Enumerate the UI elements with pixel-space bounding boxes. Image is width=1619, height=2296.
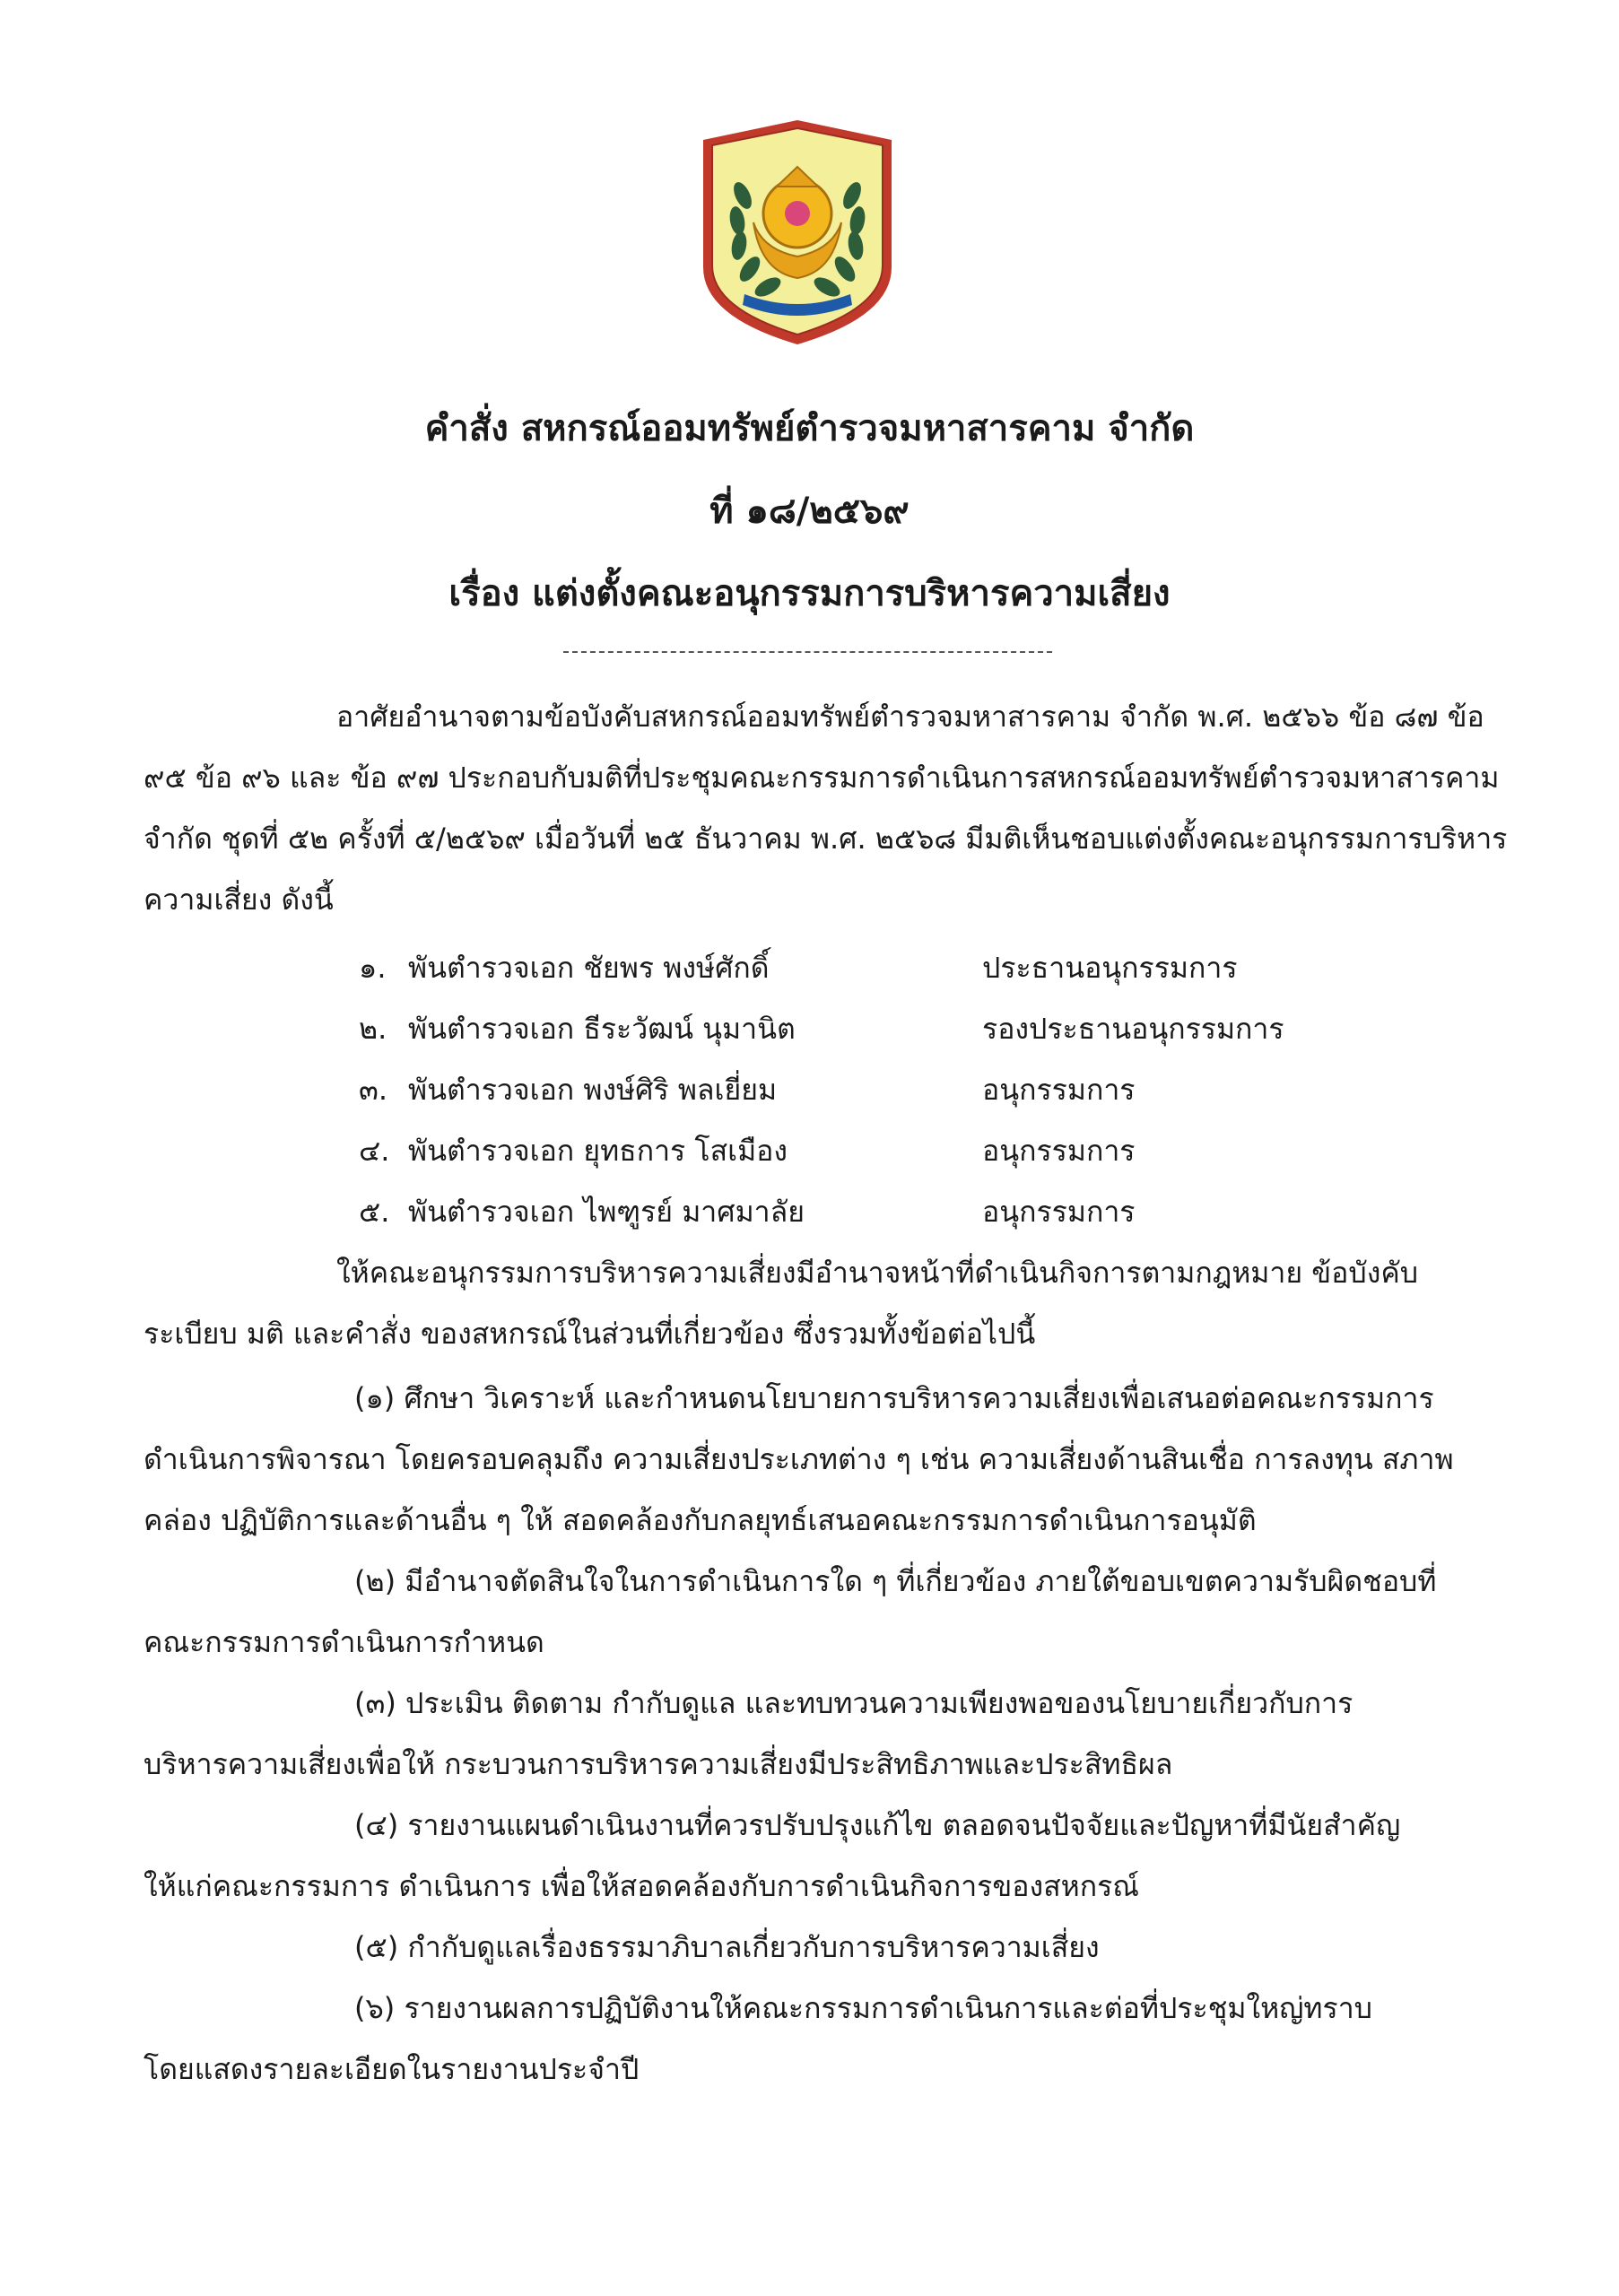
mandate-line: ระเบียบ มติ และคำสั่ง ของสหกรณ์ในส่วนที่เกี่ยวข้อง ซึ่งรวมทั้งข้อต่อไปนี้: [144, 1317, 1036, 1351]
member-row: [0, 998, 1619, 1059]
member-role: อนุกรรมการ: [982, 1134, 1136, 1168]
order-title: คำสั่ง สหกรณ์ออมทรัพย์ตำรวจมหาสารคาม จำกัด: [424, 408, 1195, 449]
member-number: ๒.: [359, 1012, 387, 1046]
duty-line: (๖) รายงานผลการปฏิบัติงานให้คณะกรรมการดำเนินการและต่อที่ประชุมใหญ่ทราบ: [354, 1991, 1372, 2025]
member-role: ประธานอนุกรรมการ: [982, 951, 1238, 985]
intro-line: อาศัยอำนาจตามข้อบังคับสหกรณ์ออมทรัพย์ตำรวจมหาสารคาม จำกัด พ.ศ. ๒๕๖๖ ข้อ ๘๗ ข้อ: [336, 700, 1484, 734]
duty-line: (๕) กำกับดูแลเรื่องธรรมาภิบาลเกี่ยวกับการบริหารความเสี่ยง: [354, 1930, 1100, 1964]
duty-line: คล่อง ปฏิบัติการและด้านอื่น ๆ ให้ สอดคล้องกับกลยุทธ์เสนอคณะกรรมการดำเนินการอนุมัติ: [144, 1503, 1257, 1537]
member-name: พันตำรวจเอก พงษ์ศิริ พลเยี่ยม: [408, 1073, 778, 1107]
duty-line: โดยแสดงรายละเอียดในรายงานประจำปี: [144, 2052, 640, 2086]
duty-item-6: [144, 1978, 1475, 2100]
member-row: [0, 1181, 1619, 1242]
mandate-line: ให้คณะอนุกรรมการบริหารความเสี่ยงมีอำนาจหน้าที่ดำเนินกิจการตามกฎหมาย ข้อบังคับ: [336, 1256, 1419, 1290]
intro-line: ๙๕ ข้อ ๙๖ และ ข้อ ๙๗ ประกอบกับมติที่ประชุมคณะกรรมการดำเนินการสหกรณ์ออมทรัพย์ตำรวจมหาสารคาม: [144, 761, 1500, 795]
member-name: พันตำรวจเอก ไพฑูรย์ มาศมาลัย: [408, 1195, 805, 1229]
duty-item-3: [144, 1673, 1475, 1795]
duty-line: คณะกรรมการดำเนินการกำหนด: [144, 1625, 544, 1659]
order-subject: เรื่อง แต่งตั้งคณะอนุกรรมการบริหารความเสี่ยง: [448, 573, 1171, 614]
member-name: พันตำรวจเอก ยุทธการ โสเมือง: [408, 1134, 788, 1168]
member-number: ๓.: [359, 1073, 388, 1107]
member-role: อนุกรรมการ: [982, 1195, 1136, 1229]
title-divider: [563, 651, 1052, 653]
duty-item-5: [144, 1917, 1475, 1978]
duty-line: (๒) มีอำนาจตัดสินใจในการดำเนินการใด ๆ ที่เกี่ยวข้อง ภายใต้ขอบเขตความรับผิดชอบที่: [354, 1564, 1437, 1598]
duty-line: ดำเนินการพิจารณา โดยครอบคลุมถึง ความเสี่ยงประเภทต่าง ๆ เช่น ความเสี่ยงด้านสินเชื่อ การลงทุน สภาพ: [144, 1442, 1454, 1476]
intro-line: จำกัด ชุดที่ ๕๒ ครั้งที่ ๕/๒๕๖๙ เมื่อวันที่ ๒๕ ธันวาคม พ.ศ. ๒๕๖๘ มีมติเห็นชอบแต่งตั้งคณะอนุกรรมการบริหาร: [144, 822, 1508, 856]
cooperative-logo: [698, 115, 897, 350]
duty-item-1: [144, 1368, 1475, 1551]
member-role: รองประธานอนุกรรมการ: [982, 1012, 1284, 1046]
member-number: ๔.: [359, 1134, 390, 1168]
duty-line: (๓) ประเมิน ติดตาม กำกับดูแล และทบทวนความเพียงพอของนโยบายเกี่ยวกับการ: [354, 1686, 1354, 1720]
member-row: [0, 937, 1619, 998]
member-name: พันตำรวจเอก ธีระวัฒน์ นุมานิต: [408, 1012, 796, 1046]
duty-line: บริหารความเสี่ยงเพื่อให้ กระบวนการบริหารความเสี่ยงมีประสิทธิภาพและประสิทธิผล: [144, 1747, 1173, 1781]
member-role: อนุกรรมการ: [982, 1073, 1136, 1107]
duty-item-4: [144, 1795, 1475, 1917]
member-number: ๕.: [359, 1195, 390, 1229]
duty-line: (๑) ศึกษา วิเคราะห์ และกำหนดนโยบายการบริหารความเสี่ยงเพื่อเสนอต่อคณะกรรมการ: [354, 1381, 1434, 1415]
member-number: ๑.: [359, 951, 387, 985]
mandate-paragraph: [144, 1242, 1475, 1364]
duty-line: (๔) รายงานแผนดำเนินงานที่ควรปรับปรุงแก้ไข ตลอดจนปัจจัยและปัญหาที่มีนัยสำคัญ: [354, 1808, 1401, 1842]
order-number: ที่ ๑๘/๒๕๖๙: [709, 491, 910, 532]
duty-line: ให้แก่คณะกรรมการ ดำเนินการ เพื่อให้สอดคล้องกับการดำเนินกิจการของสหกรณ์: [144, 1869, 1139, 1903]
intro-paragraph: [144, 686, 1508, 930]
member-row: [0, 1120, 1619, 1181]
member-name: พันตำรวจเอก ชัยพร พงษ์ศักดิ์: [408, 951, 770, 985]
member-row: [0, 1059, 1619, 1120]
duty-item-2: [144, 1551, 1475, 1673]
intro-line: ความเสี่ยง ดังนี้: [144, 883, 334, 917]
